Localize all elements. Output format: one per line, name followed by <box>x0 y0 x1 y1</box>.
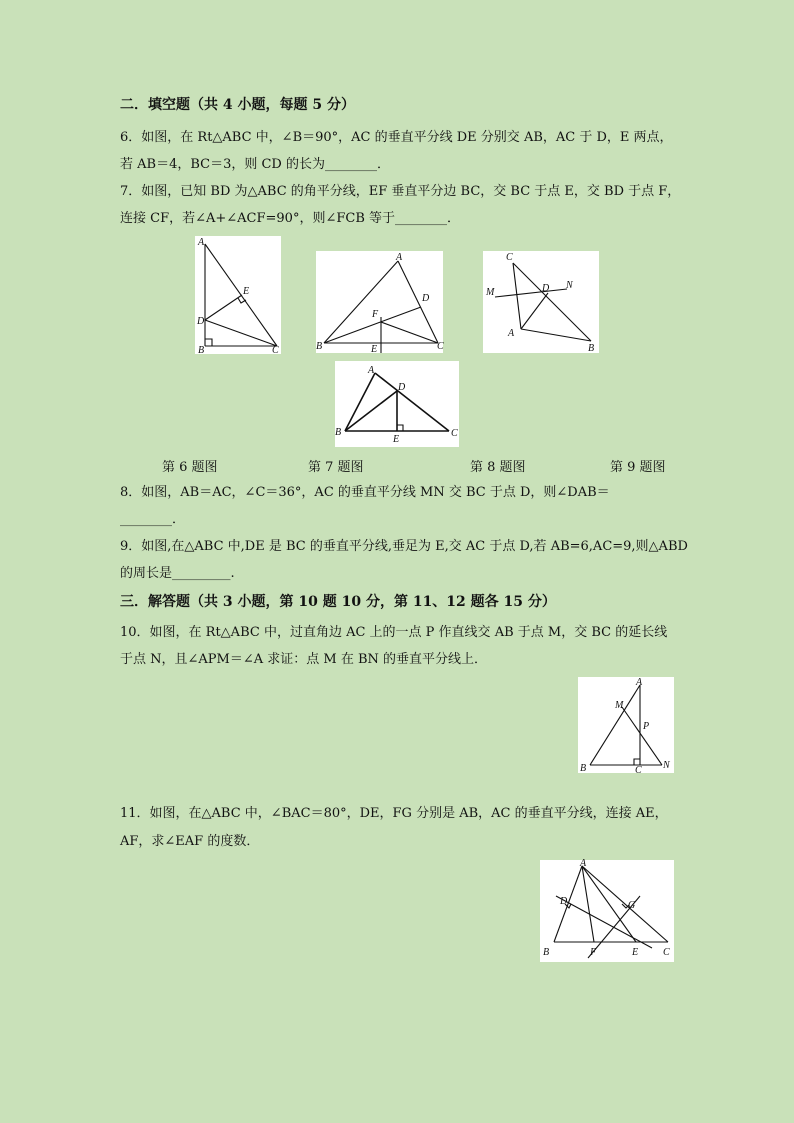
question-10-line-2: 于点 N，且∠APM＝∠A 求证：点 M 在 BN 的垂直平分线上． <box>120 652 488 667</box>
f9-label-b: B <box>335 427 342 438</box>
figure-q9-diagram <box>335 361 459 447</box>
question-9-line-2: 的周长是_________. <box>120 566 235 581</box>
figure-q11-diagram <box>540 860 674 962</box>
figure-q7-diagram <box>316 251 443 353</box>
f7-label-d: D <box>422 293 430 304</box>
caption-fig-8: 第 8 题图 <box>470 460 526 475</box>
f7-label-c: C <box>437 341 444 352</box>
f8-label-d: D <box>542 283 550 294</box>
f6-label-c: C <box>272 345 279 356</box>
question-7-line-2: 连接 CF，若∠A+∠ACF=90°，则∠FCB 等于________． <box>120 211 460 226</box>
f10-label-b: B <box>580 763 587 774</box>
f11-label-e: E <box>632 947 639 958</box>
f8-label-a: A <box>508 328 515 339</box>
caption-fig-7: 第 7 题图 <box>308 460 364 475</box>
f9-label-a: A <box>368 365 375 376</box>
f11-label-b: B <box>543 947 550 958</box>
question-6-line-1: 6．如图，在 Rt△ABC 中，∠B＝90°，AC 的垂直平分线 DE 分别交 AB，AC 于 D，E 两点， <box>120 130 673 145</box>
f10-label-c: C <box>635 765 642 776</box>
f11-label-g: G <box>628 900 636 911</box>
f7-label-b: B <box>316 341 323 352</box>
question-8-line-1: 8．如图，AB＝AC，∠C＝36°，AC 的垂直平分线 MN 交 BC 于点 D，则∠DAB＝ <box>120 485 610 500</box>
f11-label-d: D <box>560 896 568 907</box>
question-6-line-2: 若 AB＝4，BC＝3，则 CD 的长为________． <box>120 157 390 172</box>
f6-label-a: A <box>198 237 205 248</box>
figure-q11 <box>540 860 674 962</box>
f8-label-c: C <box>506 252 513 263</box>
caption-fig-6: 第 6 题图 <box>162 460 218 475</box>
question-11-line-2: AF，求∠EAF 的度数． <box>120 834 260 849</box>
question-8-line-2: ________． <box>120 512 186 527</box>
f6-label-d: D <box>197 316 205 327</box>
f11-label-c: C <box>663 947 670 958</box>
section-3-title: 三．解答题（共 3 小题，第 10 题 10 分，第 11、12 题各 15 分） <box>120 594 556 610</box>
f8-label-n: N <box>566 280 573 291</box>
f9-label-c: C <box>451 428 458 439</box>
f9-label-d: D <box>398 382 406 393</box>
f10-label-a: A <box>636 677 643 688</box>
figure-q8-diagram <box>483 251 599 353</box>
figure-q6 <box>195 236 281 354</box>
figure-q6-diagram <box>195 236 281 354</box>
section-2-title: 二．填空题（共 4 小题，每题 5 分） <box>120 97 355 113</box>
question-10-line-1: 10．如图，在 Rt△ABC 中，过直角边 AC 上的一点 P 作直线交 AB 于点 M，交 BC 的延长线 <box>120 625 668 640</box>
figure-q10-diagram <box>578 677 674 776</box>
f8-label-m: M <box>486 287 495 298</box>
figure-q7 <box>316 251 443 353</box>
f10-label-m: M <box>615 700 624 711</box>
figure-q10 <box>578 677 674 776</box>
f10-label-p: P <box>643 721 650 732</box>
f11-label-f: F <box>590 947 597 958</box>
f9-label-e: E <box>393 434 400 445</box>
f6-label-e: E <box>243 286 250 297</box>
figure-q9 <box>335 361 459 447</box>
figure-q8 <box>483 251 599 353</box>
question-9-line-1: 9．如图,在△ABC 中,DE 是 BC 的垂直平分线,垂足为 E,交 AC 于点 D,若 AB=6,AC=9,则△ABD <box>120 539 688 554</box>
f7-label-a: A <box>396 252 403 263</box>
f6-label-b: B <box>198 345 205 356</box>
question-11-line-1: 11．如图，在△ABC 中，∠BAC＝80°，DE，FG 分别是 AB，AC 的垂直平分线，连接 AE， <box>120 806 668 821</box>
f10-label-n: N <box>663 760 670 771</box>
f8-label-b: B <box>588 343 595 354</box>
question-7-line-1: 7．如图，已知 BD 为△ABC 的角平分线，EF 垂直平分边 BC，交 BC 于点 E，交 BD 于点 F， <box>120 184 681 199</box>
f7-label-e: E <box>371 344 378 355</box>
f11-label-a: A <box>580 858 587 869</box>
f7-label-f: F <box>372 309 379 320</box>
caption-fig-9: 第 9 题图 <box>610 460 666 475</box>
